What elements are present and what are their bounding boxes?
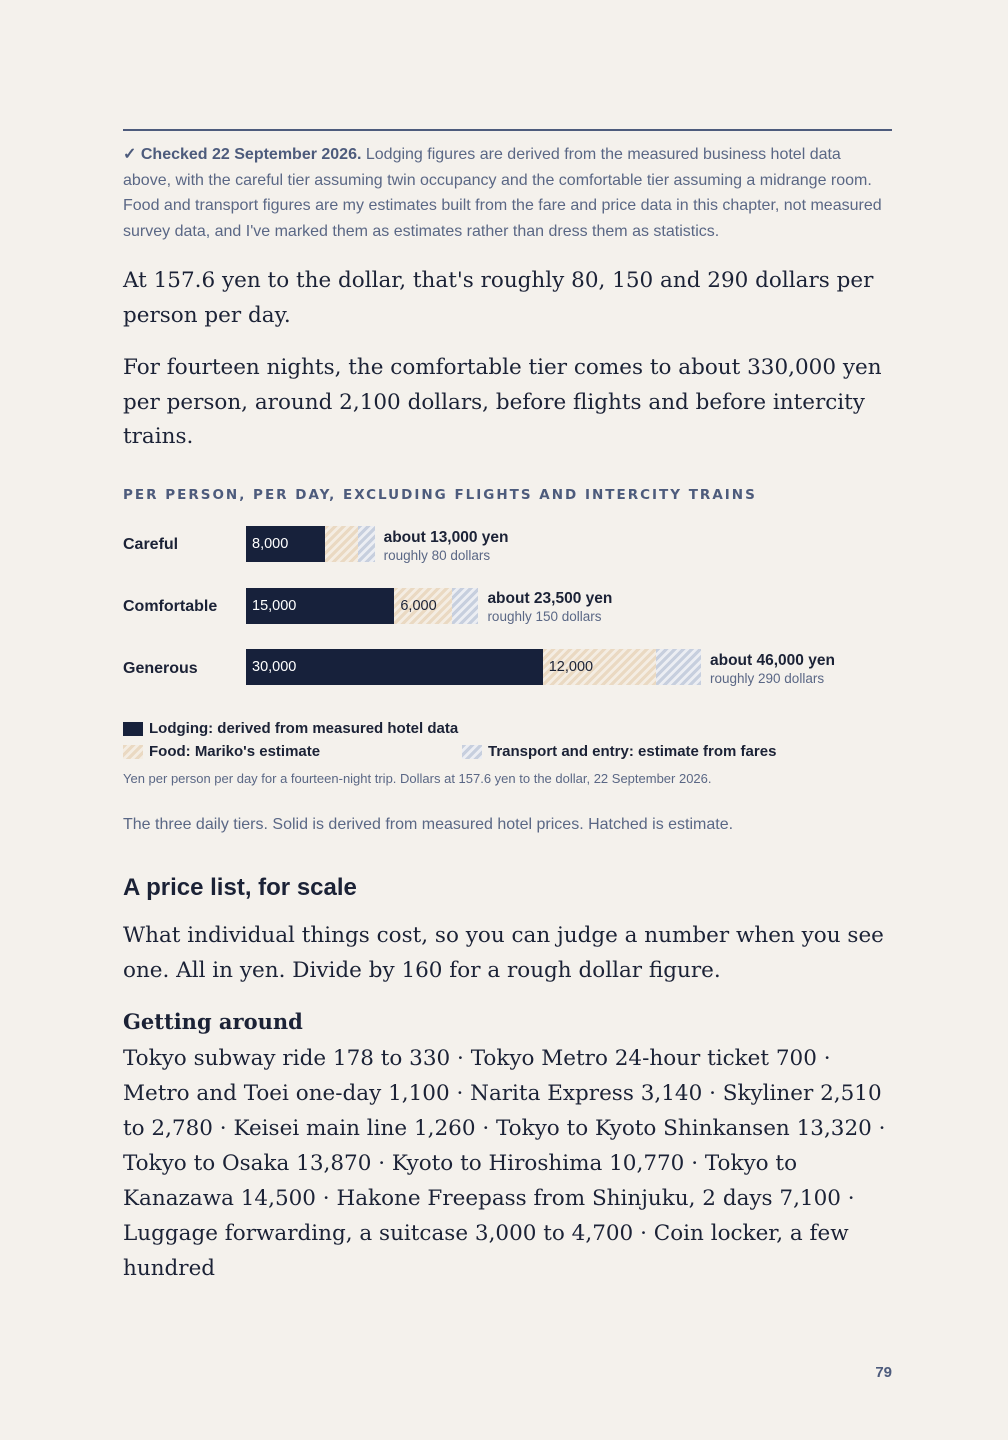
- chart-title: PER PERSON, PER DAY, EXCLUDING FLIGHTS AND INTERCITY TRAINS: [123, 487, 757, 503]
- bar-segment-food: [325, 526, 358, 562]
- top-rule: [123, 129, 892, 131]
- bar-segment-food: 6,000: [394, 588, 451, 624]
- bar-segment-lodging: 15,000: [246, 588, 394, 624]
- legend-swatch-hatched-transport: [462, 745, 482, 759]
- page-number: 79: [875, 1364, 892, 1381]
- tier-label-comfortable: Comfortable: [123, 598, 218, 615]
- bar-segment-lodging: 8,000: [246, 526, 325, 562]
- chart-footnote: Yen per person per day for a fourteen-night trip. Dollars at 157.6 yen to the dollar, 22 September 2026.: [123, 771, 712, 786]
- bar-generous: [246, 649, 701, 685]
- total-label-generous: about 46,000 yen roughly 290 dollars: [710, 652, 835, 686]
- bar-segment-food: 12,000: [543, 649, 657, 685]
- paragraph-fourteen-nights: For fourteen nights, the comfortable tier comes to about 330,000 yen per person, around 2,100 dollars, before flights and before intercity trains.: [123, 355, 882, 449]
- paragraph-dollars: At 157.6 yen to the dollar, that's roughly 80, 150 and 290 dollars per person per day.: [123, 268, 874, 328]
- bar-comfortable: [246, 588, 478, 624]
- legend-swatch-solid: [123, 722, 143, 736]
- bar-careful: [246, 526, 375, 562]
- checked-date: Checked 22 September 2026.: [140, 146, 362, 163]
- tier-label-careful: Careful: [123, 536, 179, 553]
- section-heading: A price list, for scale: [123, 874, 357, 901]
- total-label-careful: about 13,000 yen roughly 80 dollars: [383, 529, 509, 563]
- paragraph-price-list-intro: What individual things cost, so you can judge a number when you see one. All in yen. Divide by 160 for a rough dollar figure.: [123, 923, 884, 983]
- bar-segment-transport: [656, 649, 701, 685]
- legend-swatch-hatched-food: [123, 745, 143, 759]
- tier-label-generous: Generous: [123, 660, 198, 677]
- checked-note-text: Lodging figures are derived from the measured business hotel data above, with the careful tier assuming twin occupancy and the comfortable tier assuming a midrange room. Food and transport figures are my estimates built from the fare and price data in this chapter, not measured survey data, and I've marked them as estimates rather than dress them as statistics.: [123, 146, 882, 240]
- bar-segment-lodging: 30,000: [246, 649, 543, 685]
- total-label-comfortable: about 23,500 yen roughly 150 dollars: [487, 590, 613, 624]
- legend-transport: Transport and entry: estimate from fares: [462, 743, 776, 760]
- bar-segment-transport: [358, 526, 375, 562]
- subsection-heading: Getting around: [123, 1009, 303, 1034]
- legend-lodging: Lodging: derived from measured hotel data: [123, 720, 458, 737]
- figure-caption: The three daily tiers. Solid is derived from measured hotel prices. Hatched is estimate.: [123, 816, 734, 833]
- paragraph-getting-around: Tokyo subway ride 178 to 330 · Tokyo Metro 24-hour ticket 700 · Metro and Toei one-day 1,100 · Narita Express 3,140 · Skyliner 2,510 to 2,780 · Keisei main line 1,260 · Tokyo to Kyoto Shinkansen 13,320 · Tokyo to Osaka 13,870 · Kyoto to Hiroshima 10,770 · Tokyo to Kanazawa 14,500 · Hakone Freepass from Shinjuku, 2 days 7,100 · Luggage forwarding, a suitcase 3,000 to 4,700 · Coin locker, a few hundred: [123, 1046, 886, 1281]
- check-icon: ✓: [123, 146, 137, 163]
- checked-note: [123, 142, 892, 244]
- bar-segment-transport: [452, 588, 479, 624]
- legend-food: Food: Mariko's estimate: [123, 743, 320, 760]
